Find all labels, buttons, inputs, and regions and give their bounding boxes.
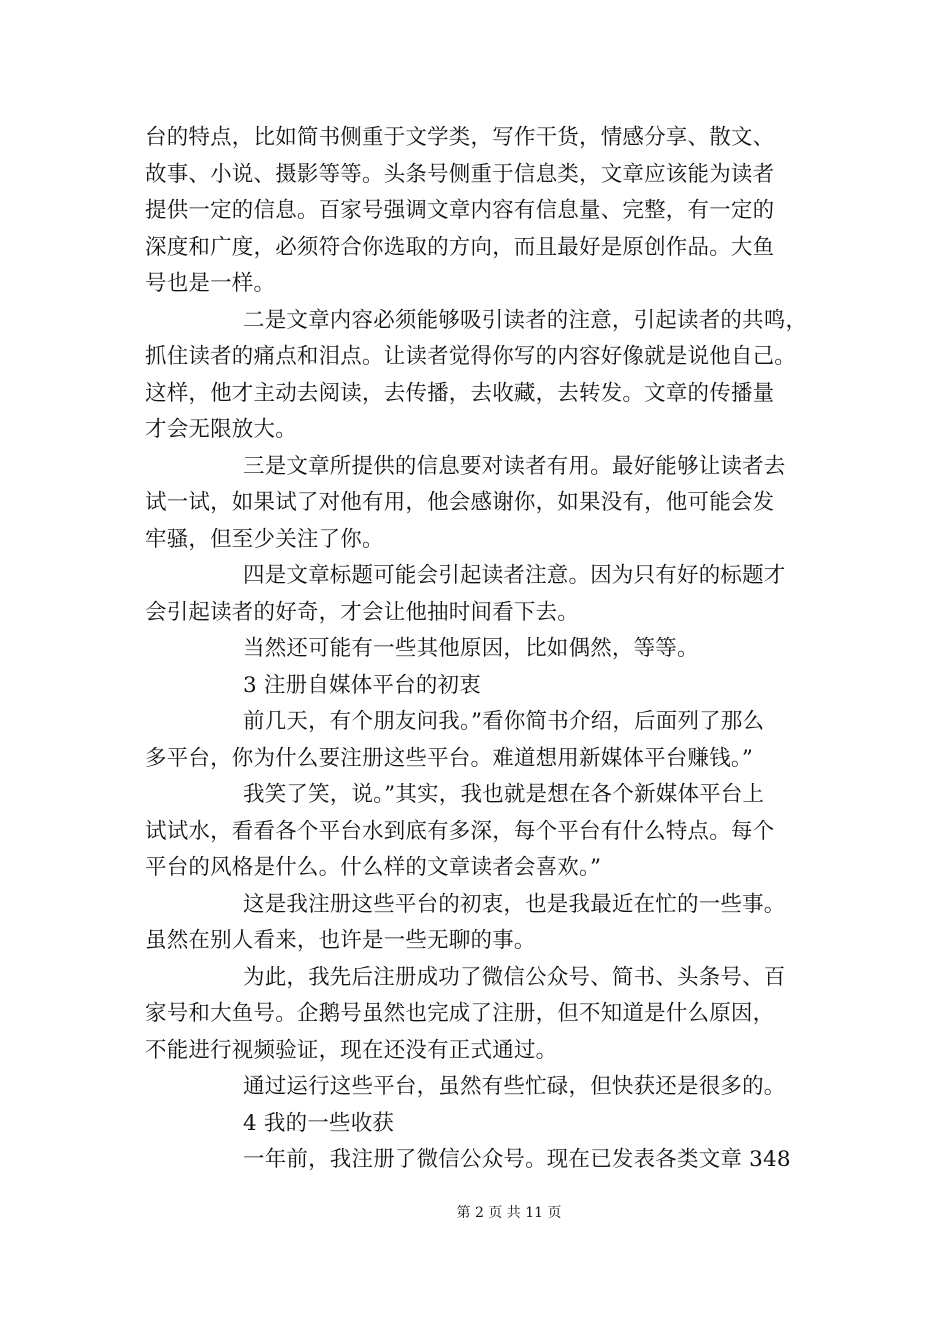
page-number-footer: 第 2 页 共 11 页 bbox=[456, 1205, 562, 1221]
paragraph-start: 二是文章内容必须能够吸引读者的注意，引起读者的共鸣， bbox=[243, 307, 808, 333]
text-line: 故事、小说、摄影等等。头条号侧重于信息类，文章应该能为读者 bbox=[145, 161, 775, 187]
text-line: 深度和广度，必须符合你选取的方向，而且最好是原创作品。大鱼 bbox=[145, 234, 775, 260]
document-body bbox=[145, 120, 811, 1179]
paragraph-start: 前几天，有个朋友问我。”看你简书介绍，后面列了那么 bbox=[243, 709, 765, 734]
text-line: 牢骚，但至少关注了你。 bbox=[145, 526, 384, 552]
text-line: 抓住读者的痛点和泪点。让读者觉得你写的内容好像就是说他自己。 bbox=[145, 344, 797, 369]
text-line: 试一试，如果试了对他有用，他会感谢你，如果没有，他可能会发 bbox=[145, 490, 775, 515]
text-line: 家号和大鱼号。企鹅号虽然也完成了注册，但不知道是什么原因， bbox=[145, 1001, 775, 1026]
paragraph-start: 四是文章标题可能会引起读者注意。因为只有好的标题才 bbox=[243, 563, 786, 588]
text-line: 会引起读者的好奇，才会让他抽时间看下去。 bbox=[145, 599, 580, 625]
text-line: 台的特点，比如简书侧重于文学类，写作干货，情感分享、散文、 bbox=[145, 125, 775, 150]
paragraph-start: 一年前，我注册了微信公众号。现在已发表各类文章 348 bbox=[243, 1147, 791, 1172]
text-line: 平台的风格是什么。什么样的文章读者会喜欢。” bbox=[145, 855, 602, 880]
paragraph-start: 当然还可能有一些其他原因，比如偶然，等等。 bbox=[243, 636, 699, 661]
text-line: 才会无限放大。 bbox=[145, 417, 297, 442]
text-line: 多平台，你为什么要注册这些平台。难道想用新媒体平台赚钱。” bbox=[145, 745, 754, 771]
text-line: 号也是一样。 bbox=[145, 271, 276, 296]
text-line: 虽然在别人看来，也许是一些无聊的事。 bbox=[145, 928, 536, 953]
text-line: 这样，他才主动去阅读，去传播，去收藏，去转发。文章的传播量 bbox=[145, 380, 775, 406]
section-heading: 3 注册自媒体平台的初衷 bbox=[243, 672, 481, 698]
text-line: 试试水，看看各个平台水到底有多深，每个平台有什么特点。每个 bbox=[145, 818, 775, 844]
paragraph-start: 为此，我先后注册成功了微信公众号、简书、头条号、百 bbox=[243, 964, 786, 990]
paragraph-start: 我笑了笑，说。”其实，我也就是想在各个新媒体平台上 bbox=[243, 782, 765, 807]
paragraph-start: 三是文章所提供的信息要对读者有用。最好能够让读者去 bbox=[243, 453, 786, 479]
text-line: 不能进行视频验证，现在还没有正式通过。 bbox=[145, 1037, 558, 1063]
section-heading: 4 我的一些收获 bbox=[243, 1110, 395, 1136]
text-line: 提供一定的信息。百家号强调文章内容有信息量、完整，有一定的 bbox=[145, 198, 775, 223]
paragraph-start: 这是我注册这些平台的初衷，也是我最近在忙的一些事。 bbox=[243, 891, 786, 917]
paragraph-start: 通过运行这些平台，虽然有些忙碌，但快获还是很多的。 bbox=[243, 1074, 786, 1099]
